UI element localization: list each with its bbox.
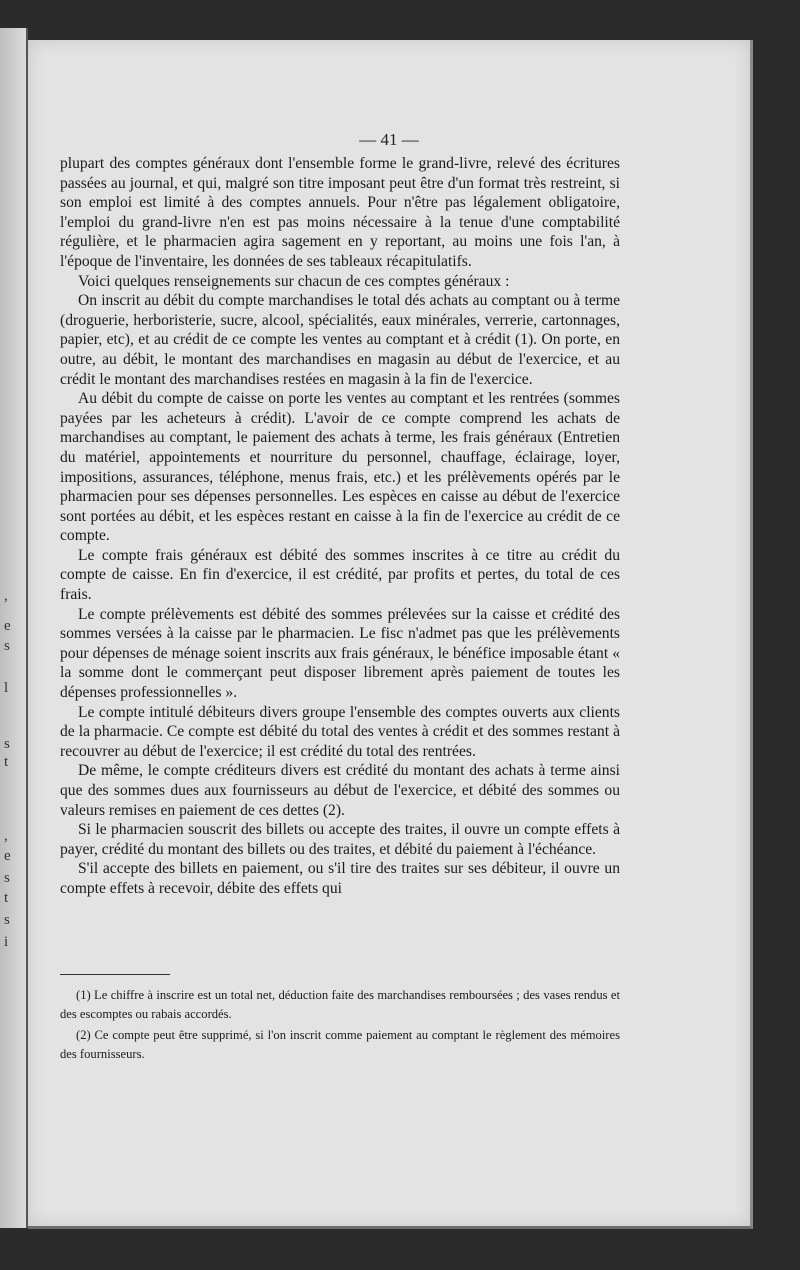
margin-fragment: , [4, 828, 8, 844]
main-text [60, 154, 620, 899]
page-number: — 41 — [359, 130, 419, 149]
margin-fragment: e [4, 618, 11, 634]
paragraph: Au débit du compte de caisse on porte les ventes au comptant et les rentrées (sommes payées par les acheteurs à crédit). L'avoir de ce compte comprend les achats de marchandises au comptant, le paiement des achats à terme, les frais généraux (Entretien du matériel, appointements et nourriture du personnel, chauffage, éclairage, loyer, impositions, assurances, téléphone, menus frais, etc.) et les prélèvements opérés par le pharmacien pour ses dépenses personnelles. Les espèces en caisse au début de l'exercice sont portées au débit, et les espèces restant en caisse à la fin de l'exercice au crédit de ce compte. [60, 390, 620, 545]
footnote: (1) Le chiffre à inscrire est un total net, déduction faite des marchandises remboursées ; des vases rendus et des escomptes ou rabais accordés. [60, 988, 620, 1021]
footnote: (2) Ce compte peut être supprimé, si l'on inscrit comme paiement au comptant le règlement des mémoires des fournisseurs. [60, 1028, 620, 1061]
paragraph: Si le pharmacien souscrit des billets ou accepte des traites, il ouvre un compte effets à payer, crédité du montant des billets ou des traites, et débité du paiement à l'échéance. [60, 821, 620, 858]
paragraph: Le compte frais généraux est débité des sommes inscrites à ce titre au crédit du compte de caisse. En fin d'exercice, il est crédité, par profits et pertes, du total de ces frais. [60, 546, 620, 604]
margin-fragment: s [4, 638, 10, 654]
margin-fragment: t [4, 890, 9, 906]
margin-fragment: , [4, 588, 8, 604]
paragraph: plupart des comptes généraux dont l'ensemble forme le grand-livre, relevé des écritures passées au journal, et qui, malgré son titre imposant peut être d'un format très restreint, si son emploi est limité à des comptes annuels. Pour n'être pas légalement obligatoire, l'emploi du grand-livre n'en est pas moins nécessaire à la tenue d'une comptabilité régulière, et le pharmacien agira sagement en y reportant, au moins une fois l'an, à l'époque de l'inventaire, les données de ses tableaux récapitulatifs. [60, 155, 620, 270]
margin-fragment: i [4, 934, 9, 950]
margin-fragment: t [4, 754, 9, 770]
paragraph: S'il accepte des billets en paiement, ou s'il tire des traites sur ses débiteur, il ouvre un compte effets à recevoir, débite des effets qui [60, 860, 620, 897]
adjacent-page-edge [0, 28, 28, 1228]
paragraph: Le compte prélèvements est débité des sommes prélevées sur la caisse et crédité des sommes versées à la caisse par le pharmacien. Le fisc n'admet pas que les prélèvements pour dépenses de ménage soient inscrits aux frais généraux, le bénéfice imposable étant « la somme dont le commerçant peut disposer librement après paiement de toutes les dépenses professionnelles ». [60, 605, 620, 702]
margin-fragment: s [4, 736, 10, 752]
paragraph: Voici quelques renseignements sur chacun de ces comptes généraux : [78, 272, 510, 290]
margin-fragment: s [4, 912, 10, 928]
paragraph: De même, le compte créditeurs divers est crédité du montant des achats à terme ainsi que des sommes dues aux fournisseurs au début de l'exercice, et débité des sommes ou valeurs remises en paiement de ces dettes (2). [60, 762, 620, 819]
paragraph: On inscrit au débit du compte marchandises le total dés achats au comptant ou à terme (droguerie, herboristerie, sucre, alcool, spécialités, eaux minérales, verrerie, cartonnages, papier, etc), et au crédit de ce compte les ventes au comptant et à crédit (1). On porte, en outre, au débit, le montant des marchandises en magasin au début de l'exercice, et au crédit le montant des marchandises restées en magasin à la fin de l'exercice. [60, 292, 620, 388]
paragraph: Le compte intitulé débiteurs divers groupe l'ensemble des comptes ouverts aux clients de la pharmacie. Ce compte est débité du total des ventes à crédit et des sommes restant à recouvrer au début de l'exercice; il est crédité du total des rentrées. [60, 703, 620, 760]
footnote-divider [60, 974, 170, 975]
margin-fragment: e [4, 848, 11, 864]
margin-fragment: l [4, 680, 9, 696]
footnotes [60, 986, 620, 1066]
margin-fragment: s [4, 870, 10, 886]
